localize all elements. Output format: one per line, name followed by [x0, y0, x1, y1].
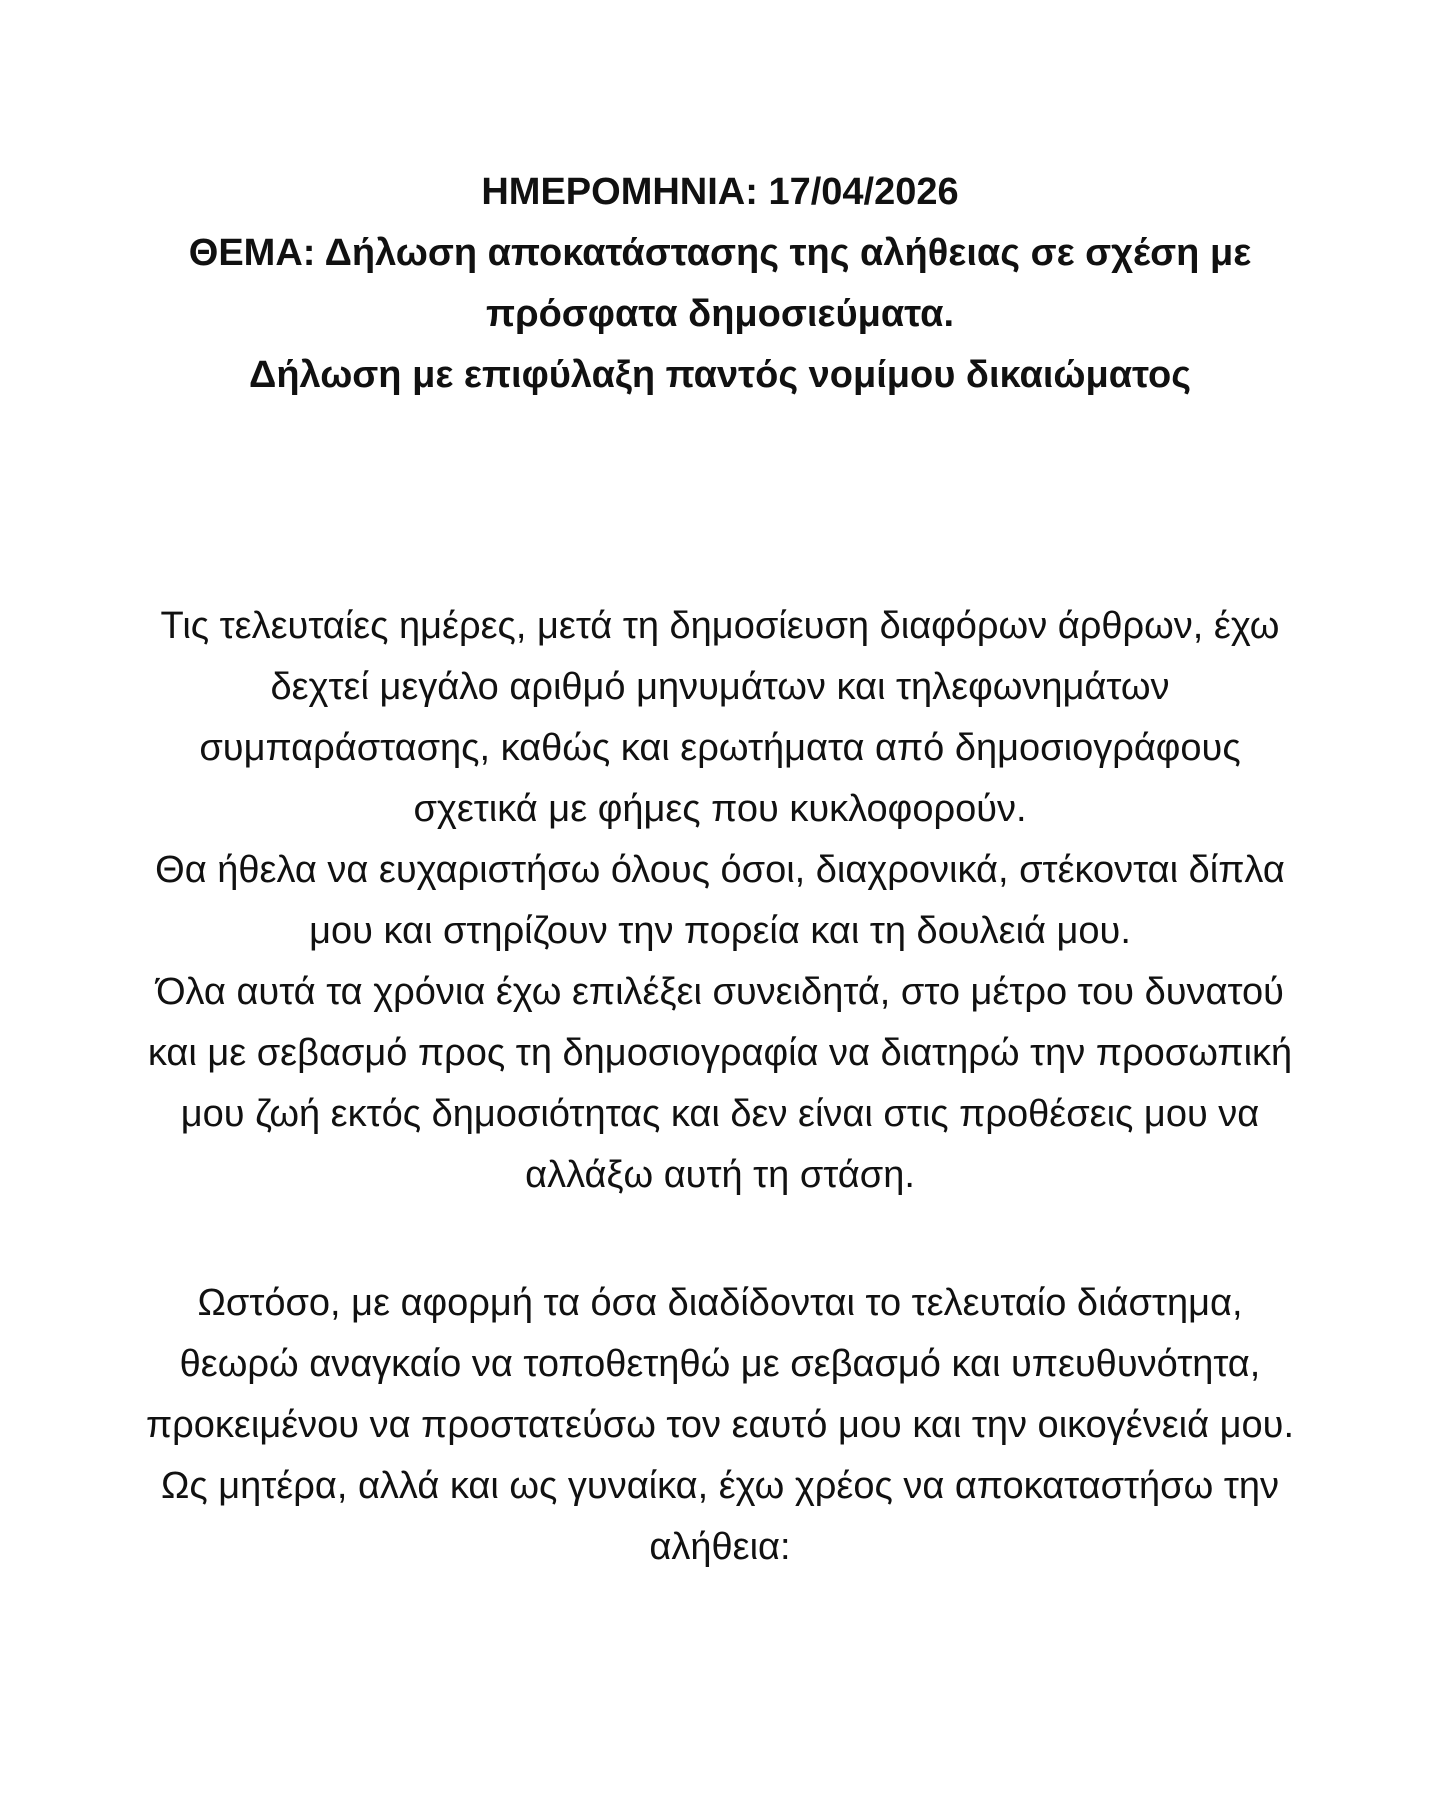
subject-line: ΘΕΜΑ: Δήλωση αποκατάστασης της αλήθειας σε σχέση με: [188, 232, 1252, 274]
paragraph-1: [0, 596, 1440, 1206]
date-line: ΗΜΕΡΟΜΗΝΙΑ: 17/04/2026: [481, 171, 959, 213]
reservation-line: Δήλωση με επιφύλαξη παντός νομίμου δικαιώματος: [249, 354, 1191, 396]
text-line: Όλα αυτά τα χρόνια έχω επιλέξει συνειδητά, στο μέτρο του δυνατού: [156, 971, 1284, 1013]
statement-header: [0, 162, 1440, 406]
text-line: μου και στηρίζουν την πορεία και τη δουλειά μου.: [309, 910, 1131, 952]
text-line: αλλάξω αυτή τη στάση.: [525, 1154, 915, 1196]
text-line: συμπαράστασης, καθώς και ερωτήματα από δημοσιογράφους: [199, 727, 1241, 769]
paragraph-2: [0, 1273, 1440, 1578]
text-line: προκειμένου να προστατεύσω τον εαυτό μου και την οικογένειά μου.: [145, 1404, 1295, 1446]
text-line: Ως μητέρα, αλλά και ως γυναίκα, έχω χρέος να αποκαταστήσω την: [160, 1465, 1279, 1507]
text-line: Θα ήθελα να ευχαριστήσω όλους όσοι, διαχρονικά, στέκονται δίπλα: [155, 849, 1285, 891]
text-line: δεχτεί μεγάλο αριθμό μηνυμάτων και τηλεφωνημάτων: [270, 666, 1170, 708]
text-line: Τις τελευταίες ημέρες, μετά τη δημοσίευση διαφόρων άρθρων, έχω: [160, 605, 1280, 647]
subject-line-continued: πρόσφατα δημοσιεύματα.: [485, 293, 955, 335]
text-line: Ωστόσο, με αφορμή τα όσα διαδίδονται το τελευταίο διάστημα,: [197, 1282, 1243, 1324]
text-line: αλήθεια:: [649, 1526, 791, 1568]
text-line: θεωρώ αναγκαίο να τοποθετηθώ με σεβασμό και υπευθυνότητα,: [179, 1343, 1261, 1385]
text-line: και με σεβασμό προς τη δημοσιογραφία να διατηρώ την προσωπική: [147, 1032, 1293, 1074]
text-line: σχετικά με φήμες που κυκλοφορούν.: [413, 788, 1027, 830]
text-line: μου ζωή εκτός δημοσιότητας και δεν είναι στις προθέσεις μου να: [180, 1093, 1260, 1135]
